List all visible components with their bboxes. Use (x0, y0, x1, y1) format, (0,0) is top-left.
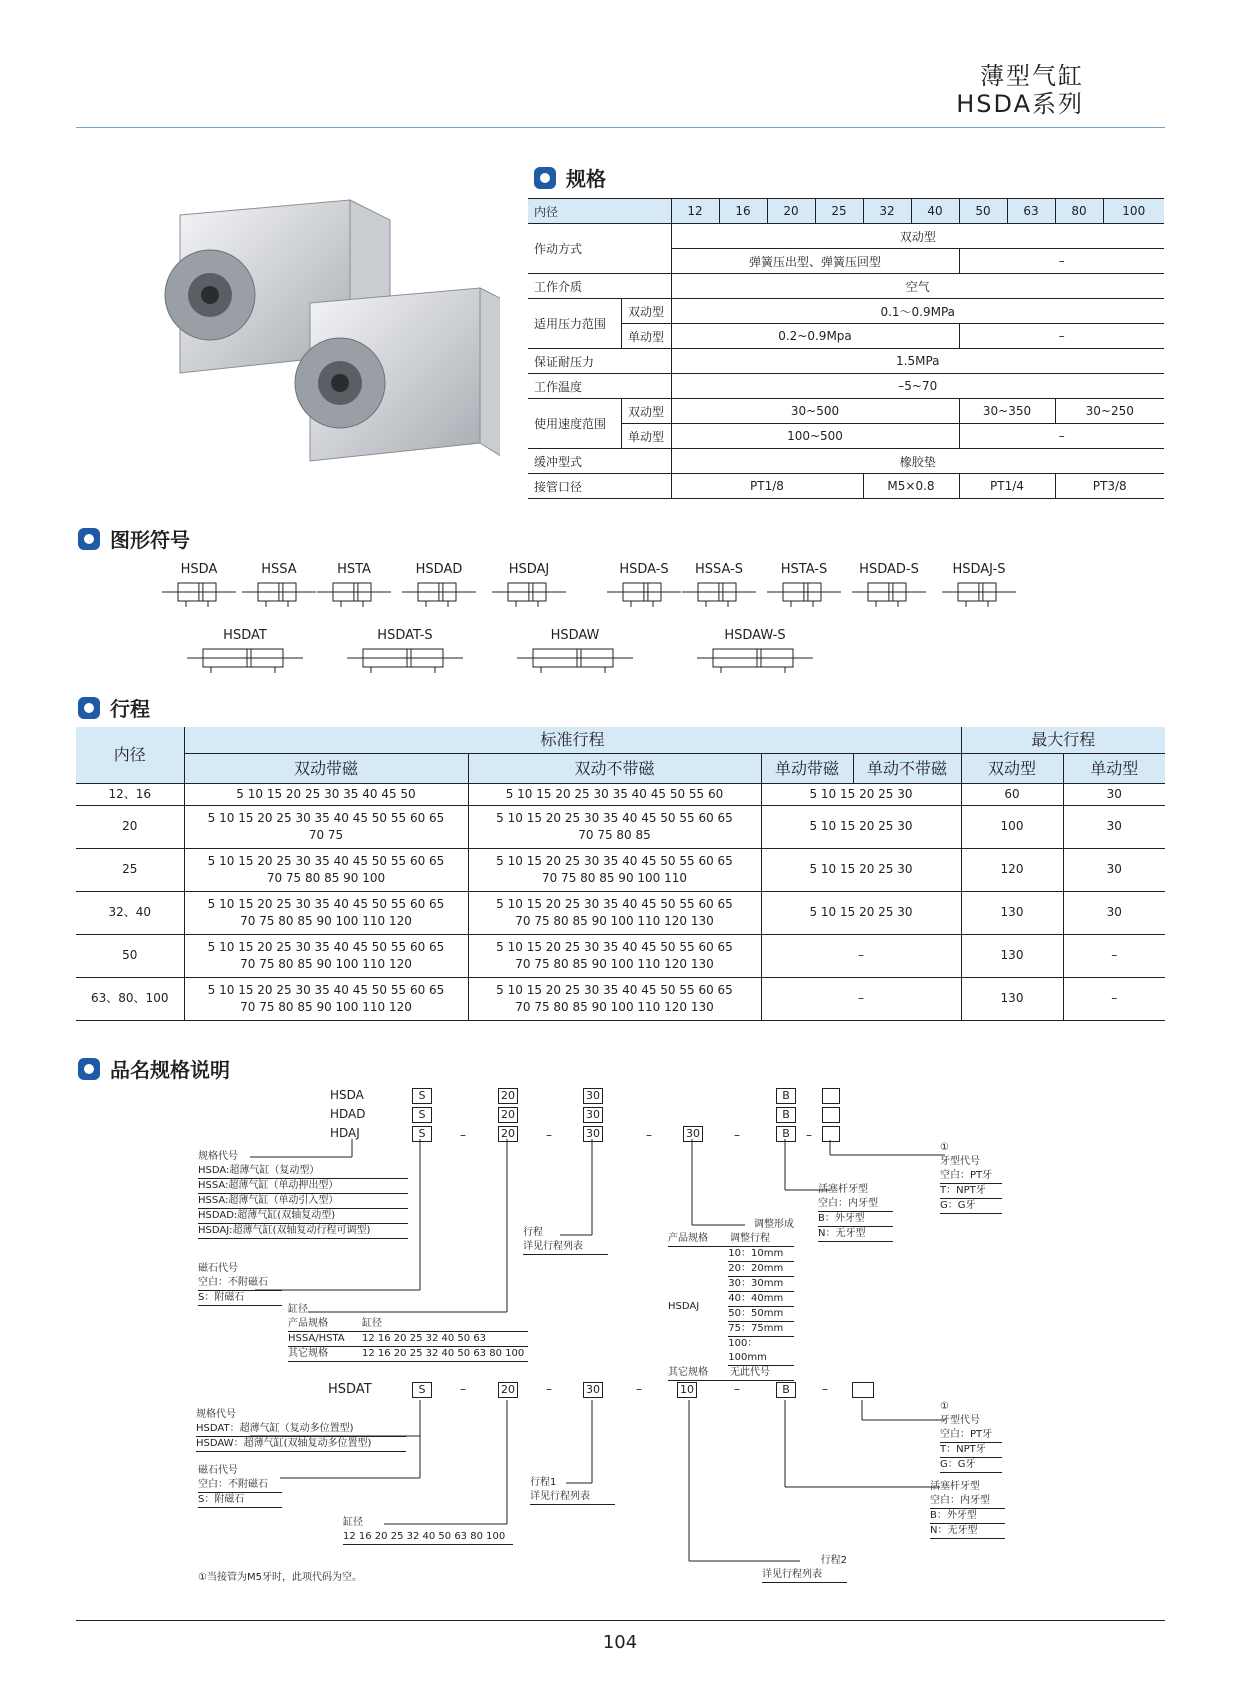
cylinder-symbol-icon (490, 577, 568, 611)
stroke-cell: 32、40 (76, 891, 184, 934)
note-line: 详见行程列表 (762, 1568, 847, 1583)
code-box-empty (852, 1382, 874, 1398)
spec-proof-label: 保证耐压力 (528, 349, 671, 374)
note-line: N：无牙型 (818, 1227, 893, 1242)
spec-port-label: 接管口径 (528, 474, 671, 499)
stroke-col-header: 单动不带磁 (853, 753, 961, 783)
stroke-cell: 130 (961, 891, 1063, 934)
cylinder-symbol-icon (185, 643, 305, 677)
stroke-row (76, 934, 1165, 977)
stroke-col-header: 双动不带磁 (468, 753, 761, 783)
spec-bore: 63 (1007, 199, 1055, 224)
stroke-cell: 5 10 15 20 25 30 35 40 45 50 (184, 783, 468, 805)
note-line: 详见行程列表 (523, 1240, 608, 1255)
note-bore (288, 1303, 528, 1362)
header-divider (76, 127, 1165, 128)
naming-code-col-30 (583, 1088, 603, 1145)
stroke-max-header: 最大行程 (961, 727, 1165, 753)
note-rod-thread (818, 1183, 893, 1242)
stroke-cell: 100 (961, 805, 1063, 848)
code-dash: – (636, 1382, 642, 1396)
note-line: 20：20mm (728, 1262, 794, 1277)
spec-bore-label: 内径 (528, 199, 671, 224)
cylinder-symbol-icon (515, 643, 635, 677)
stroke-cell: – (761, 934, 961, 977)
stroke-cell: 30 (1063, 805, 1165, 848)
section-bullet-icon (78, 1058, 100, 1080)
symbol-label: HSTA-S (780, 562, 828, 577)
symbols-row-2 (160, 628, 860, 688)
note-line: HSDAJ:超薄气缸(双轴复动行程可调型) (198, 1224, 408, 1239)
note-line: S：附磁石 (198, 1493, 282, 1508)
note-line: 50：50mm (728, 1307, 794, 1322)
note-line: 100：100mm (728, 1337, 794, 1366)
spec-speed-double-b: 30~350 (959, 399, 1055, 424)
symbol-hsda (160, 562, 238, 611)
note-line: HSDA:超薄气缸（复动型） (198, 1164, 408, 1179)
code-box-30: 30 (583, 1382, 603, 1398)
section-bullet-icon (78, 697, 100, 719)
symbol-label: HSDAJ-S (952, 562, 1006, 577)
spec-port-c: PT1/4 (959, 474, 1055, 499)
code-box-20: 20 (498, 1088, 518, 1104)
spec-bore: 12 (671, 199, 719, 224)
page-header (956, 62, 1084, 118)
note-magnet (198, 1262, 282, 1306)
spec-action-single: 弹簧压出型、弹簧压回型 (671, 249, 959, 274)
code-box-20: 20 (498, 1126, 518, 1142)
symbol-hssa (240, 562, 318, 611)
symbol-hssa-s (680, 562, 758, 611)
naming-diagram2-lines (0, 1380, 1240, 1590)
product-image (140, 195, 500, 475)
note-line: 产品规格 (668, 1233, 708, 1244)
spec-double-label: 双动型 (621, 299, 671, 324)
note2-stroke2 (762, 1554, 847, 1583)
symbol-label: HSDAW-S (724, 628, 786, 643)
code-dash: – (734, 1382, 740, 1396)
code-dash: – (546, 1128, 552, 1142)
stroke-cell: 30 (1063, 848, 1165, 891)
stroke-cell: 30 (1063, 891, 1165, 934)
note-line: 缸径 (362, 1318, 382, 1329)
note-line: 缸径 (343, 1517, 363, 1528)
naming-code-col-thread (822, 1088, 840, 1145)
naming-code-col-s (412, 1088, 432, 1145)
spec-speed-label: 使用速度范围 (528, 399, 621, 449)
note-line: 牙型代号 (940, 1156, 980, 1167)
stroke-cell: 12、16 (76, 783, 184, 805)
spec-medium: 空气 (671, 274, 1164, 299)
note-line: HSDAT：超薄气缸（复动多位置型) (196, 1422, 406, 1437)
stroke-col-header: 单动带磁 (761, 753, 853, 783)
spec-double-label: 双动型 (621, 399, 671, 424)
note-line: 活塞杆牙型 (930, 1481, 980, 1492)
footnote: ①当接管为M5牙时，此项代码为空。 (198, 1572, 362, 1583)
code-dash: – (546, 1382, 552, 1396)
code-dash: – (806, 1128, 812, 1142)
code-dash: – (734, 1128, 740, 1142)
symbol-hsta (315, 562, 393, 611)
section-bullet-icon (78, 528, 100, 550)
stroke-cell: 5 10 15 20 25 30 (761, 891, 961, 934)
note-adjust (668, 1218, 794, 1381)
code-box-10: 10 (677, 1382, 697, 1398)
stroke-cell: 5 10 15 20 25 30 35 40 45 50 55 60 65 70 75 80 85 90 100 110 120 130 (468, 977, 761, 1020)
stroke-cell: 5 10 15 20 25 30 35 40 45 50 55 60 65 70 75 80 85 90 100 110 120 (184, 934, 468, 977)
cylinder-symbol-icon (400, 577, 478, 611)
note-line: 缸径 (288, 1304, 308, 1315)
spec-temp: –5~70 (671, 374, 1164, 399)
code-box-empty (822, 1126, 840, 1142)
note-line: 磁石代号 (198, 1263, 238, 1274)
note2-bore (343, 1516, 513, 1545)
spec-bore: 80 (1055, 199, 1103, 224)
stroke-cell: 5 10 15 20 25 30 35 40 45 50 55 60 65 70 75 80 85 90 100 (184, 848, 468, 891)
cylinder-symbol-icon (680, 577, 758, 611)
stroke-cell: 20 (76, 805, 184, 848)
stroke-cell: 130 (961, 934, 1063, 977)
note-line: 空白：不附磁石 (198, 1276, 282, 1291)
symbol-label: HSDAT-S (377, 628, 433, 643)
naming-diagram-lines (0, 1080, 1240, 1370)
symbol-hsdad-s (850, 562, 928, 611)
spec-single-label: 单动型 (621, 324, 671, 349)
spec-bore: 40 (911, 199, 959, 224)
symbol-label: HSDA-S (619, 562, 669, 577)
symbol-label: HSSA (261, 562, 297, 577)
symbol-hsdaw (515, 628, 635, 677)
note-line: N：无牙型 (930, 1524, 1005, 1539)
note-line: G：G牙 (940, 1458, 1002, 1473)
stroke-cell: 5 10 15 20 25 30 35 40 45 50 55 60 65 70 75 80 85 90 100 110 120 130 (468, 891, 761, 934)
note-line: 其它规格 (668, 1367, 708, 1378)
note2-spec-code (196, 1408, 406, 1452)
cylinder-symbol-icon (765, 577, 843, 611)
cylinder-symbol-icon (695, 643, 815, 677)
spec-port-d: PT3/8 (1055, 474, 1164, 499)
code-box-30: 30 (583, 1126, 603, 1142)
page-number: 104 (602, 1632, 638, 1653)
naming-model: HDAD (330, 1107, 366, 1121)
section-spec (534, 163, 606, 192)
symbol-hsdaw-s (695, 628, 815, 677)
note-line: 行程2 (820, 1555, 847, 1566)
note-line: 30：30mm (728, 1277, 794, 1292)
stroke-cell: 5 10 15 20 25 30 35 40 45 50 55 60 65 70 75 80 85 (468, 805, 761, 848)
section-bullet-icon (534, 167, 556, 189)
symbol-hsda-s (605, 562, 683, 611)
code-box-s: S (412, 1382, 432, 1398)
spec-dash: – (959, 424, 1164, 449)
section-symbols (78, 524, 190, 553)
note2-magnet (198, 1464, 282, 1508)
spec-pressure-double: 0.1～0.9MPa (671, 299, 1164, 324)
spec-bore: 16 (719, 199, 767, 224)
symbol-label: HSTA (337, 562, 371, 577)
spec-bore: 32 (863, 199, 911, 224)
note-line: 产品规格 (288, 1318, 328, 1329)
note-line: T：NPT牙 (940, 1443, 1002, 1458)
stroke-col-header: 双动型 (961, 753, 1063, 783)
cylinder-symbol-icon (605, 577, 683, 611)
naming2-box-20 (498, 1382, 518, 1398)
note-line: 调整形成 (754, 1219, 794, 1230)
code-box-s: S (412, 1126, 432, 1142)
stroke-cell: 25 (76, 848, 184, 891)
note-line: 规格代号 (196, 1409, 236, 1420)
symbol-hsta-s (765, 562, 843, 611)
spec-action-label: 作动方式 (528, 224, 671, 274)
spec-temp-label: 工作温度 (528, 374, 671, 399)
symbol-hsdaj-s (940, 562, 1018, 611)
stroke-col-header: 双动带磁 (184, 753, 468, 783)
spec-cushion: 橡胶垫 (671, 449, 1164, 474)
symbol-label: HSSA-S (694, 562, 744, 577)
title-series: HSDA系列 (956, 90, 1084, 118)
stroke-cell: 5 10 15 20 25 30 35 40 45 50 55 60 (468, 783, 761, 805)
naming2-model: HSDAT (328, 1382, 372, 1397)
stroke-col-header: 单动型 (1063, 753, 1165, 783)
code-box-20: 20 (498, 1382, 518, 1398)
cylinder-symbol-icon (315, 577, 393, 611)
naming-code-col-b (776, 1088, 796, 1145)
spec-port-b: M5×0.8 (863, 474, 959, 499)
code-box-30: 30 (583, 1107, 603, 1123)
note-line: 详见行程列表 (530, 1490, 615, 1505)
note-line: T：NPT牙 (940, 1184, 1002, 1199)
stroke-row (76, 805, 1165, 848)
spec-bore: 100 (1103, 199, 1164, 224)
cylinder-symbol-icon (850, 577, 928, 611)
spec-speed-single: 100~500 (671, 424, 959, 449)
stroke-row (76, 891, 1165, 934)
title-cn: 薄型气缸 (980, 62, 1084, 90)
cylinder-symbol-icon (940, 577, 1018, 611)
stroke-cell: – (761, 977, 961, 1020)
stroke-standard-header: 标准行程 (184, 727, 961, 753)
symbol-hsdaj (490, 562, 568, 611)
code-box-s: S (412, 1107, 432, 1123)
spec-bore: 25 (815, 199, 863, 224)
symbol-label: HSDAD (415, 562, 463, 577)
note-line: 空白：内牙型 (930, 1494, 1005, 1509)
stroke-cell: 5 10 15 20 25 30 (761, 848, 961, 891)
note-stroke (523, 1226, 608, 1255)
note-line: 活塞杆牙型 (818, 1184, 868, 1195)
note-line: 12 16 20 25 32 40 50 63 80 100 (343, 1530, 513, 1545)
code-box-b: B (776, 1088, 796, 1104)
naming2-box-empty (852, 1382, 874, 1402)
note-line: 40：40mm (728, 1292, 794, 1307)
spec-speed-double-a: 30~500 (671, 399, 959, 424)
spec-port-a: PT1/8 (671, 474, 863, 499)
note2-rod-thread (930, 1480, 1005, 1539)
stroke-table (76, 727, 1165, 1021)
note-line: 其它规格 (288, 1348, 328, 1359)
spec-speed-double-c: 30~250 (1055, 399, 1164, 424)
stroke-bore-header: 内径 (76, 727, 184, 783)
naming-code-adjust (683, 1126, 703, 1142)
note-line: 调整行程 (730, 1233, 770, 1244)
cylinder-symbol-icon (345, 643, 465, 677)
stroke-cell: – (1063, 977, 1165, 1020)
stroke-cell: 130 (961, 977, 1063, 1020)
spec-bore: 50 (959, 199, 1007, 224)
symbol-label: HSDAW (550, 628, 600, 643)
note-line: ① (940, 1142, 949, 1153)
spec-pressure-single: 0.2~0.9Mpa (671, 324, 959, 349)
section-naming (78, 1054, 230, 1083)
note-line: ① (940, 1401, 949, 1412)
stroke-cell: – (1063, 934, 1165, 977)
stroke-cell: 5 10 15 20 25 30 35 40 45 50 55 60 65 70 75 80 85 90 100 110 120 (184, 891, 468, 934)
note-line: 75：75mm (728, 1322, 794, 1337)
naming-code-col-20 (498, 1088, 518, 1145)
note-line: 行程 (523, 1227, 543, 1238)
stroke-row (76, 848, 1165, 891)
naming2-box-10 (677, 1382, 697, 1398)
section-stroke-title: 行程 (110, 697, 150, 721)
note-line: 10：10mm (728, 1247, 794, 1262)
note-line: 空白：不附磁石 (198, 1478, 282, 1493)
spec-cushion-label: 缓冲型式 (528, 449, 671, 474)
symbol-label: HSDAD-S (859, 562, 919, 577)
symbol-hsdad (400, 562, 478, 611)
note2-port-thread (940, 1400, 1002, 1473)
stroke-cell: 63、80、100 (76, 977, 184, 1020)
note-line: HSSA:超薄气缸（单动押出型） (198, 1179, 408, 1194)
note-line: 空白：内牙型 (818, 1197, 893, 1212)
spec-dash: – (959, 324, 1164, 349)
naming2-box-30 (583, 1382, 603, 1398)
code-box-30: 30 (583, 1088, 603, 1104)
spec-table (528, 198, 1164, 499)
note-line: G：G牙 (940, 1199, 1002, 1214)
stroke-row (76, 977, 1165, 1020)
cylinder-symbol-icon (240, 577, 318, 611)
note-line: 空白：PT牙 (940, 1428, 1002, 1443)
note-line: 12 16 20 25 32 40 50 63 (362, 1333, 487, 1344)
code-dash: – (460, 1382, 466, 1396)
note-line: HSSA:超薄气缸（单动引入型） (198, 1194, 408, 1209)
naming2-box-s (412, 1382, 432, 1398)
note-line: HSDAW：超薄气缸(双轴复动多位置型) (196, 1437, 406, 1452)
code-box-empty (822, 1107, 840, 1123)
note-line: S：附磁石 (198, 1291, 282, 1306)
symbol-hsdat-s (345, 628, 465, 677)
code-box-s: S (412, 1088, 432, 1104)
note-line: B：外牙型 (818, 1212, 893, 1227)
note-port-thread (940, 1141, 1002, 1214)
stroke-cell: 5 10 15 20 25 30 35 40 45 50 55 60 65 70 75 (184, 805, 468, 848)
stroke-cell: 5 10 15 20 25 30 35 40 45 50 55 60 65 70 75 80 85 90 100 110 120 130 (468, 934, 761, 977)
note-line: 行程1 (530, 1477, 557, 1488)
naming-model: HDAJ (330, 1126, 360, 1140)
spec-bore: 20 (767, 199, 815, 224)
spec-dash: – (959, 249, 1164, 274)
stroke-cell: 60 (961, 783, 1063, 805)
section-symbols-title: 图形符号 (110, 528, 190, 552)
symbol-label: HSDAT (223, 628, 267, 643)
note-line: 无此代号 (730, 1367, 770, 1378)
note-line: B：外牙型 (930, 1509, 1005, 1524)
note-line: 空白：PT牙 (940, 1169, 1002, 1184)
spec-pressure-label: 适用压力范围 (528, 299, 621, 349)
symbol-hsdat (185, 628, 305, 677)
stroke-cell: 5 10 15 20 25 30 35 40 45 50 55 60 65 70 75 80 85 90 100 110 (468, 848, 761, 891)
note-line: 12 16 20 25 32 40 50 63 80 100 (362, 1348, 525, 1359)
naming2-box-b (776, 1382, 796, 1398)
code-box-adjust: 30 (683, 1126, 703, 1142)
note-line: HSDAJ (668, 1300, 700, 1312)
code-dash: – (460, 1128, 466, 1142)
stroke-row (76, 783, 1165, 805)
note-line: 磁石代号 (198, 1465, 238, 1476)
stroke-cell: 5 10 15 20 25 30 (761, 805, 961, 848)
symbol-label: HSDAJ (508, 562, 550, 577)
spec-single-label: 单动型 (621, 424, 671, 449)
section-naming-title: 品名规格说明 (110, 1058, 230, 1082)
note2-stroke1 (530, 1476, 615, 1505)
symbols-row-1 (160, 562, 1100, 622)
note-spec-code (198, 1150, 408, 1239)
spec-action-double: 双动型 (671, 224, 1164, 249)
code-box-b: B (776, 1107, 796, 1123)
stroke-cell: 30 (1063, 783, 1165, 805)
stroke-cell: 50 (76, 934, 184, 977)
note-line: 规格代号 (198, 1151, 238, 1162)
code-dash: – (646, 1128, 652, 1142)
spec-medium-label: 工作介质 (528, 274, 671, 299)
code-dash: – (822, 1382, 828, 1396)
footer-divider (76, 1620, 1165, 1621)
code-box-b: B (776, 1382, 796, 1398)
spec-proof: 1.5MPa (671, 349, 1164, 374)
naming-models (330, 1088, 366, 1145)
stroke-cell: 5 10 15 20 25 30 (761, 783, 961, 805)
section-stroke (78, 693, 150, 722)
symbol-label: HSDA (180, 562, 218, 577)
cylinder-symbol-icon (160, 577, 238, 611)
stroke-cell: 5 10 15 20 25 30 35 40 45 50 55 60 65 70 75 80 85 90 100 110 120 (184, 977, 468, 1020)
code-box-empty (822, 1088, 840, 1104)
code-box-b: B (776, 1126, 796, 1142)
section-spec-title: 规格 (566, 167, 606, 191)
note-line: 牙型代号 (940, 1415, 980, 1426)
note-line: HSDAD:超薄气缸(双轴复动型) (198, 1209, 408, 1224)
naming-model: HSDA (330, 1088, 364, 1102)
stroke-cell: 120 (961, 848, 1063, 891)
code-box-20: 20 (498, 1107, 518, 1123)
note-line: HSSA/HSTA (288, 1333, 345, 1344)
